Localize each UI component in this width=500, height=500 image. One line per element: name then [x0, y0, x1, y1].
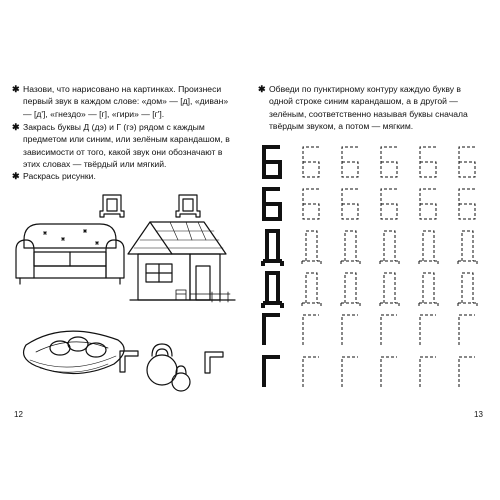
tracing-row [263, 273, 477, 308]
dotted-letter-guide [303, 147, 319, 177]
letter-d-outline [100, 195, 124, 217]
tracing-row [264, 315, 475, 345]
dotted-letter-guide [420, 315, 436, 345]
page-number: 12 [14, 410, 23, 419]
house-drawing [128, 222, 235, 302]
dotted-letter-guide [459, 189, 475, 219]
dotted-letter-guide [380, 273, 399, 308]
dotted-letter-guide [303, 357, 319, 387]
dotted-letter-guide [303, 189, 319, 219]
dotted-letter-guide [342, 147, 358, 177]
dotted-letter-guide [419, 231, 438, 266]
instruction-4-text: Обведи по пунктирному контуру каждую букву в одной строке синим карандашом, а в другой — зелёным, соответственно называя буквы сначала твёрдым звуком, а потом — мягким. [269, 84, 468, 132]
solid-letter-b [264, 189, 280, 219]
dotted-letter-guide [420, 189, 436, 219]
dotted-letter-guide [342, 189, 358, 219]
dotted-letter-guide [341, 231, 360, 266]
kettlebells-drawing [147, 344, 190, 391]
dotted-letter-guide [458, 231, 477, 266]
page-number: 13 [474, 410, 483, 419]
dotted-letter-guide [420, 147, 436, 177]
sofa-drawing [16, 224, 124, 284]
dotted-letter-guide [381, 315, 397, 345]
dotted-letter-guide [459, 315, 475, 345]
tracing-row [264, 357, 475, 387]
tracing-row [263, 231, 477, 266]
instruction-2-text: Закрась буквы Д (дэ) и Г (гэ) рядом с каждым предметом или синим, или зелёным карандашом, в зависимости от того, какой звук они обозначают в этих словах — твёрдый или мягкий. [23, 122, 230, 170]
letter-g-outline [205, 352, 223, 373]
dotted-letter-guide [420, 357, 436, 387]
tracing-row [264, 189, 475, 219]
dotted-letter-guide [380, 231, 399, 266]
solid-letter-g [264, 357, 280, 387]
instruction-1-text: Назови, что нарисовано на картинках. Произнеси первый звук в каждом слове: «дом» — [д], «диван» — [д'], «гнездо» — [г], «гири» — [г']. [23, 84, 229, 119]
dotted-letter-guide [381, 357, 397, 387]
dotted-letter-guide [342, 315, 358, 345]
dotted-letter-guide [419, 273, 438, 308]
nest-drawing [24, 331, 125, 373]
dotted-letter-guide [459, 147, 475, 177]
dotted-letter-guide [341, 273, 360, 308]
dotted-letter-guide [302, 273, 321, 308]
solid-letter-b [264, 147, 280, 177]
solid-letter-g [264, 315, 280, 345]
dotted-letter-guide [381, 147, 397, 177]
right-page [250, 0, 500, 500]
tracing-rows [250, 0, 500, 500]
dotted-letter-guide [342, 357, 358, 387]
dotted-letter-guide [302, 231, 321, 266]
dotted-letter-guide [458, 273, 477, 308]
dotted-letter-guide [303, 315, 319, 345]
star-bullet-icon: ✱ [12, 122, 20, 132]
solid-letter-d [263, 231, 282, 266]
instruction-3-text: Раскрась рисунки. [23, 171, 96, 181]
star-bullet-icon: ✱ [12, 171, 20, 181]
star-bullet-icon: ✱ [258, 84, 266, 94]
dotted-letter-guide [459, 357, 475, 387]
letter-d-outline [176, 195, 200, 217]
star-bullet-icon: ✱ [12, 84, 20, 94]
tracing-row [264, 147, 475, 177]
dotted-letter-guide [381, 189, 397, 219]
solid-letter-d [263, 273, 282, 308]
